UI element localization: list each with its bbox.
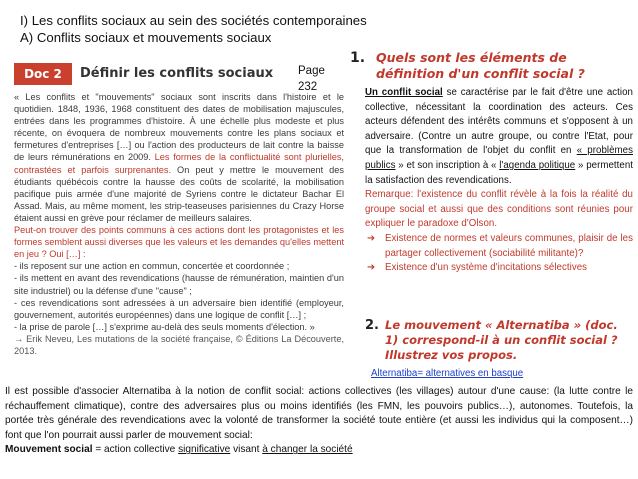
question-2-number: 2.	[365, 318, 379, 333]
definition-term: Un conflit social	[365, 87, 443, 98]
document-text	[14, 91, 344, 357]
doc-item: - ces revendications sont adressées à un adversaire bien identifié (employeur, gouvernement, autorités européennes) dans une logique de conflit […] ;	[14, 297, 344, 320]
question-2-text: Le mouvement « Alternatiba » (doc. 1) correspond-il à un conflit social ? Illustrez vos propos.	[385, 318, 618, 362]
doc-paragraph-1: « Les conflits et "mouvements" sociaux sont inscrits dans l'histoire et le quotidien. 1848, 1936, 1968 constituent des dates de mobilisation majuscules, entrées dans les programmes d'histoire. À une échelle plus modeste et plus récente, on évoquera de nombreux mouvements contre les plans sociaux et fermetures d'entreprises […] ou l'action des producteurs de lait contre la baisse de leurs rémunérations en 2009. Les formes de la conflictualité sont plurielles, contrastées et parfois surprenantes. On peut y mettre le mouvement des étudiants québécois contre la hausse des coûts de scolarité, la mobilisation pacifique puis armée d'une majorité de Syriens contre le dictateur Bachar El Assad. Mais, au même moment, les strip-teaseuses parisiennes du Crazy Horse étaient aussi en grève pour réclamer de meilleurs salaires.	[14, 92, 344, 223]
list-item: ➔ Existence de normes et valeurs communes, plaisir de les partager collectivement (sociabilité militante)?	[367, 232, 633, 259]
bottom-explanation	[5, 385, 633, 458]
doc-item: - la prise de parole […] s'exprime au-delà des seuls moments d'élection. »	[14, 321, 315, 332]
page-reference: Page 232	[298, 65, 325, 93]
question-1-number: 1.	[350, 50, 366, 66]
header-line-1: I) Les conflits sociaux au sein des sociétés contemporaines	[20, 13, 367, 28]
document-header	[14, 63, 342, 93]
slide-header	[20, 12, 367, 46]
doc-badge: Doc 2	[14, 63, 72, 85]
doc-item: - ils mettent en avant des revendications (hausse de rémunération, maintien d'un site industriel) ou la défense d'une "cause" ;	[14, 273, 344, 296]
question-1-text: Quels sont les éléments de définition d'un conflit social ?	[376, 50, 585, 81]
header-line-2: A) Conflits sociaux et mouvements sociaux	[20, 30, 272, 45]
doc-item: - ils reposent sur une action en commun, concertée et coordonnée ;	[14, 261, 290, 272]
right-arrow-icon: ➔	[367, 262, 376, 274]
link-problemes-publics: « problèmes publics	[365, 145, 633, 171]
conflict-definition	[365, 86, 633, 276]
social-movement-definition: Mouvement social = action collective significative visant à changer la société	[5, 444, 353, 456]
doc-source: → Erik Neveu, Les mutations de la société française, © Éditions La Découverte, 2013.	[14, 333, 344, 356]
definition-paragraph: Un conflit social se caractérise par le fait d'être une action collective, nécessitant la coordination des acteurs. Ces acteurs défendent des intérêts communs et s'opposent à un adversaire. (Contre un autre groupe, ou contre l'Etat, pour que la transformation de l'objet du conflit en « problèmes publics » et son inscription à « l'agenda politique » permettent la satisfaction des revendications.	[365, 87, 634, 186]
alternatiba-link[interactable]: Alternatiba= alternatives en basque	[371, 368, 524, 379]
right-arrow-icon: ➔	[367, 232, 376, 244]
doc-title: Définir les conflits sociaux	[80, 66, 274, 81]
link-agenda-politique: l'agenda politique	[499, 159, 576, 171]
definition-remark: Remarque: l'existence du conflit révèle à la fois la réalité du groupe social et aussi que des conditions sont réunies pour expliquer le paradoxe d'Olson.	[365, 189, 633, 230]
doc-paragraph-2: Peut-on trouver des points communs à ces actions dont les protagonistes et les formes semblent aussi diverses que les valeurs et les demandes qu'elles mettent en jeu ? Oui […] :	[14, 225, 344, 260]
bottom-paragraph: Il est possible d'associer Alternatiba à la notion de conflit social: actions collectives (les villages) autour d'une cause: (la lutte contre le réchauffement climatique), contre des adversaires plus ou moins identifiés (les FMN, les pouvoirs publics…), autonomes. Toutefois, la portée très générale des revendications avec la volonté de transformer la société toute entière (et aussi les individus qui la composent…) font que l'on pourrait aussi parler de mouvement social:	[5, 386, 633, 441]
olson-conditions-list	[365, 232, 633, 276]
list-item: ➔ Existence d'un système d'incitations sélectives	[365, 261, 633, 276]
arrow-icon: →	[14, 333, 27, 344]
